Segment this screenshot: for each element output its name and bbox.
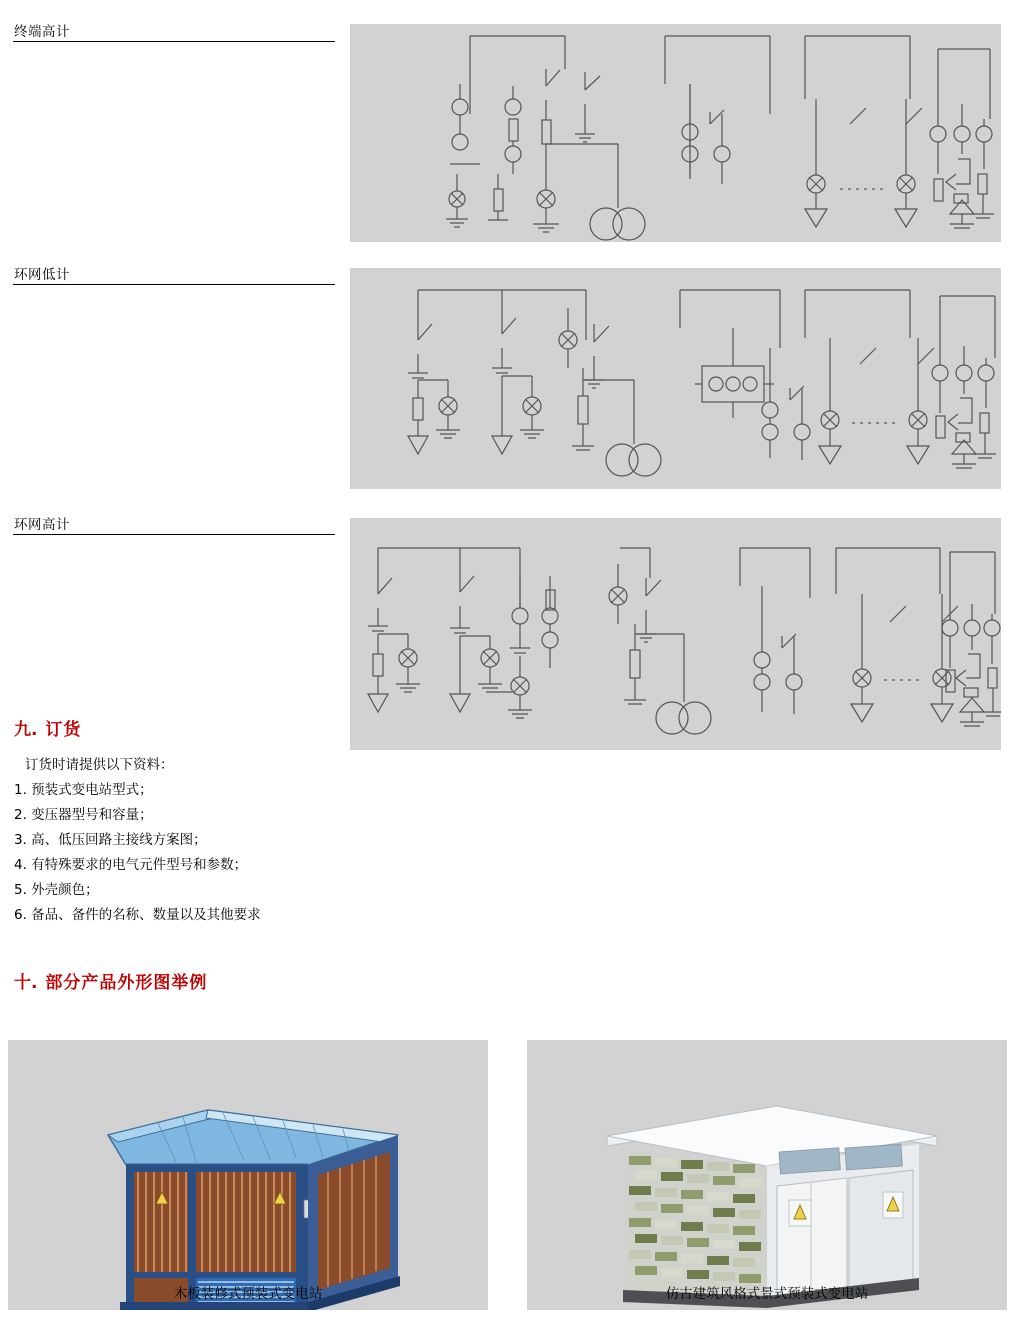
- section-title-9: . 订货: [31, 720, 82, 740]
- ordering-item-2: 2. 变压器型号和容量；: [14, 807, 153, 823]
- product-photo-2: [527, 1040, 1007, 1310]
- schematic-diagram-1: [350, 24, 1001, 242]
- ordering-item-6: 6. 备品、备件的名称、数量以及其他要求: [14, 907, 261, 923]
- ordering-item-1: 1. 预装式变电站型式；: [14, 782, 153, 798]
- diagram-label-rule-1: [13, 41, 335, 42]
- product-photo-caption-2: 仿古建筑风格式景式预装式变电站: [665, 1286, 869, 1302]
- ordering-item-5: 5. 外壳颜色；: [14, 882, 99, 898]
- ordering-body: [14, 753, 514, 928]
- ordering-intro: 订货时请提供以下资料：: [25, 757, 174, 773]
- product-photo-caption-1: 木板装修式预装式变电站: [173, 1286, 323, 1302]
- section-title-10: . 部分产品外形图举例: [31, 973, 208, 993]
- ordering-item-3: 3. 高、低压回路主接线方案图；: [14, 832, 207, 848]
- schematic-diagram-3: [350, 518, 1001, 750]
- diagram-label-1: 终端高计: [14, 24, 70, 40]
- diagram-label-rule-2: [13, 284, 335, 285]
- section-heading-examples: [14, 968, 207, 993]
- section-number-9: 九: [14, 720, 31, 740]
- schematic-diagram-2: [350, 268, 1001, 489]
- diagram-label-2: 环网低计: [14, 267, 70, 283]
- diagram-label-3: 环网高计: [14, 517, 70, 533]
- product-photo-1: [8, 1040, 488, 1310]
- ordering-item-4: 4. 有特殊要求的电气元件型号和参数；: [14, 857, 248, 873]
- section-heading-ordering: [14, 715, 81, 740]
- diagram-label-rule-3: [13, 534, 335, 535]
- section-number-10: 十: [14, 973, 31, 993]
